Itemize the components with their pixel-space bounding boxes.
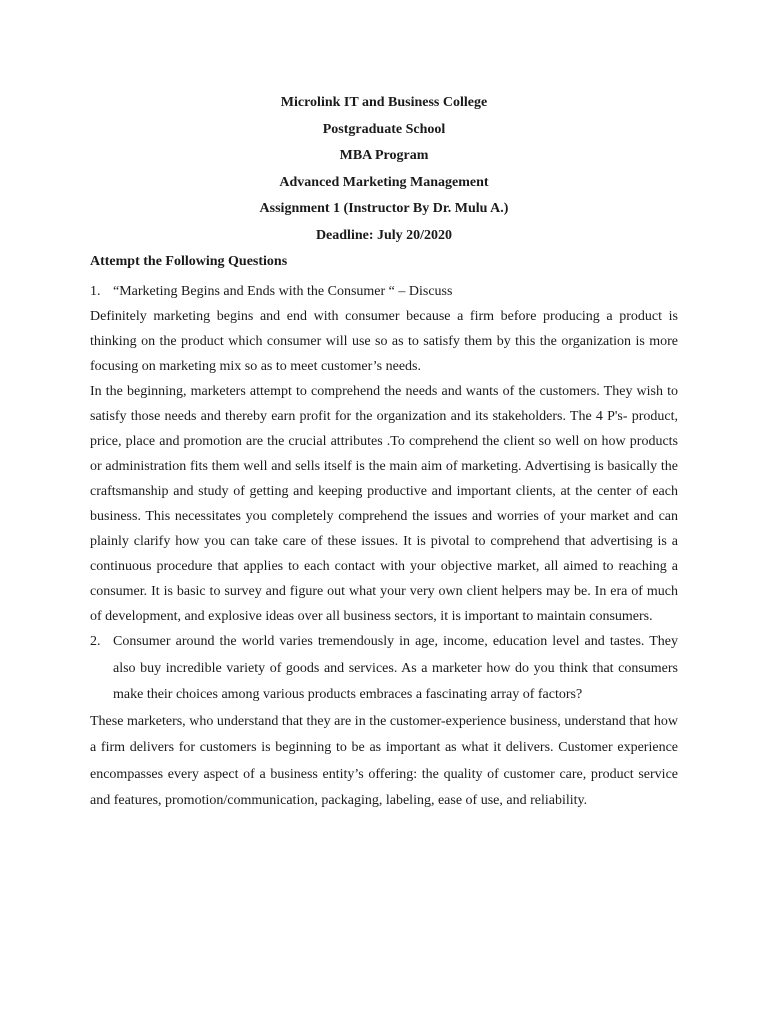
question-2-text: Consumer around the world varies tremendously in age, income, education level and tastes. They also buy incredible variety of goods and services. As a marketer how do you think that consumers make their choices among various products embraces a fascinating array of factors? <box>113 634 678 702</box>
questions-title: Attempt the Following Questions <box>90 254 288 269</box>
question-2 <box>90 629 678 709</box>
document-page <box>90 94 678 815</box>
school-name: Postgraduate School <box>322 121 446 137</box>
program-name: MBA Program <box>339 148 429 163</box>
assignment-title: Assignment 1 (Instructor By Dr. Mulu A.) <box>259 201 509 216</box>
answer-1-paragraph-2: In the beginning, marketers attempt to comprehend the needs and wants of the customers. They wish to satisfy those needs and thereby earn profit for the organization and its stakeholders. The 4 P's- product, price, place and promotion are the crucial attributes .To comprehend the client so well on how products or administration fits them well and sells itself is the main aim of marketing. Advertising is basically the craftsmanship and study of getting and keeping productive and important clients, at the center of each business. This necessitates you completely comprehend the issues and worries of your market and can plainly clarify how you can take care of these issues. It is pivotal to comprehend that advertising is a continuous procedure that applies to each contact with your objective market, all aimed to reaching a consumer. It is basic to survey and figure out what your very own client helpers may be. In era of much of development, and explosive ideas over all business sectors, it is important to maintain consumers. <box>90 384 678 624</box>
college-name: Microlink IT and Business College <box>280 95 488 110</box>
question-2-number: 2. <box>90 634 101 649</box>
answer-2-paragraph-1: These marketers, who understand that they are in the customer-experience business, understand that how a firm delivers for customers is beginning to be as important as what it delivers. Customer experience encompasses every aspect of a business entity’s offering: the quality of customer care, product service and features, promotion/communication, packaging, labeling, ease of use, and reliability. <box>90 713 678 808</box>
deadline: Deadline: July 20/2020 <box>315 227 453 243</box>
course-name: Advanced Marketing Management <box>279 174 489 190</box>
question-1 <box>90 279 678 304</box>
question-1-number: 1. <box>90 284 101 299</box>
answer-1-paragraph-1: Definitely marketing begins and end with consumer because a firm before producing a product is thinking on the product which consumer will use so as to satisfy them by this the organization is more focusing on marketing mix so as to meet customer’s needs. <box>90 309 678 374</box>
question-1-text: “Marketing Begins and Ends with the Consumer “ – Discuss <box>113 284 453 299</box>
